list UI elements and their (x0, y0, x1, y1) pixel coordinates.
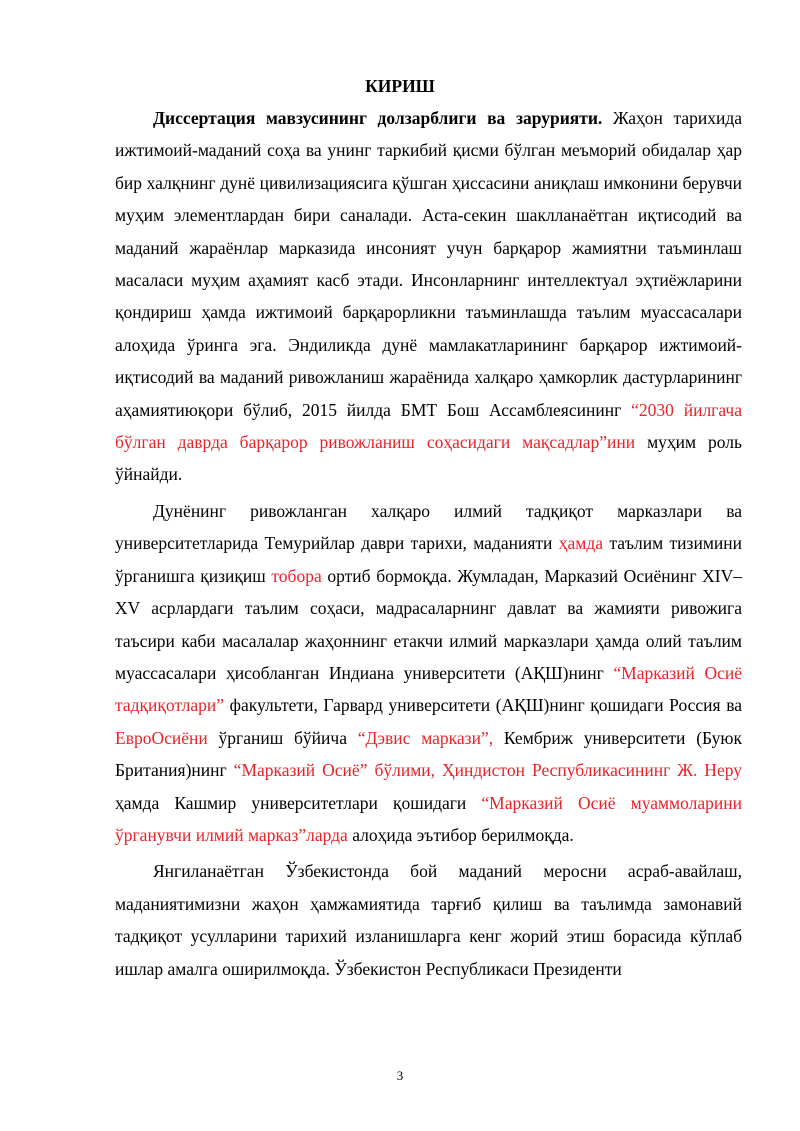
text-run: ҳамда Кашмир университетлари қошидаги (115, 792, 482, 813)
text-run: Жаҳон тарихида ижтимоий-маданий соҳа ва унинг таркибий қисми бўлган меъморий обидалар ҳар бир халқнинг дунё цивилизациясига қўшган ҳиссасини аниқлаш имконини берувчи муҳим элементлардан бири саналади. Аста-секин шаклланаётган иқтисодий ва маданий жараёнлар марказида инсоният учун барқарор жамиятни таъминлаш масаласи муҳим аҳамият касб этади. Инсонларнинг интеллектуал эҳтиёжларини қондириш ҳамда ижтимоий барқарорликни таъминлашда таълим муассасалари алоҳида ўринга эга. Эндиликда дунё мамлакатларининг барқарор ижтимоий-иқтисодий ва маданий ривожланиш жараёнида халқаро ҳамкорлик дастурларининг аҳамиятиюқори бўлиб, 2015 йилда БМТ Бош Ассамблеясининг (115, 108, 742, 420)
highlighted-text: “Дэвис маркази”, (357, 727, 494, 748)
text-run: муҳим роль ўйнайди. (115, 432, 742, 485)
highlighted-text: “Марказий Осиё муаммоларини ўрганувчи илмий марказ”ларда (115, 792, 742, 845)
document-body (115, 102, 742, 985)
text-run: Янгиланаётган Ўзбекистонда бой маданий меросни асраб-авайлаш, маданиятимизни жаҳон ҳамжамиятида тарғиб қилиш ва таълимда замонавий тадқиқот усулларини тарихий изланишларга кенг жорий этиш борасида кўплаб ишлар амалга оширилмоқда. Ўзбекистон Республикаси Президенти (115, 861, 742, 979)
highlighted-text: ЕвроОсиёни (115, 727, 208, 748)
text-run: Дунёнинг ривожланган халқаро илмий тадқиқот марказлари ва университетларида Темурийлар даври тарихи, маданияти (115, 500, 742, 554)
highlighted-text: “2030 йилгача бўлган даврда барқарор ривожланиш соҳасидаги мақсадлар”ини (115, 399, 742, 453)
paragraph-relevance (115, 102, 742, 491)
text-run: таълим тизимини ўрганишга қизиқиш (115, 533, 742, 586)
highlighted-text: ҳамда (558, 533, 603, 554)
text-run: ортиб бормоқда. Жумладан, Марказий Осиёнинг XIV–XV асрлардаги таълим соҳаси, мадрасаларнинг давлат ва жамияти ривожига таъсири каби масалалар жаҳоннинг етакчи илмий марказлари ҳамда олий таълим муассасалари ҳисобланган Индиана университети (АҚШ)нинг (115, 565, 742, 683)
highlighted-text: тобора (271, 565, 322, 586)
text-run: Кембриж университети (Буюк Британия)нинг (115, 727, 742, 781)
text-run: ўрганиш бўйича (207, 727, 358, 748)
paragraph-uzbekistan (115, 855, 742, 985)
highlighted-text: “Марказий Осиё тадқиқотлари” (115, 662, 742, 716)
page-number: 3 (396, 1068, 404, 1083)
highlighted-text: “Марказий Осиё” бўлими, Ҳиндистон Республикасининг Ж. Неру (233, 760, 742, 781)
paragraph-research-centers (115, 495, 742, 851)
page-title: КИРИШ (365, 76, 435, 96)
text-run: факультети, Гарвард университети (АҚШ)нинг қошидаги Россия ва (224, 695, 742, 716)
text-run: алоҳида эътибор берилмоқда. (347, 824, 574, 845)
section-lead: Диссертация мавзусининг долзарблиги ва зарурияти. (153, 108, 603, 128)
